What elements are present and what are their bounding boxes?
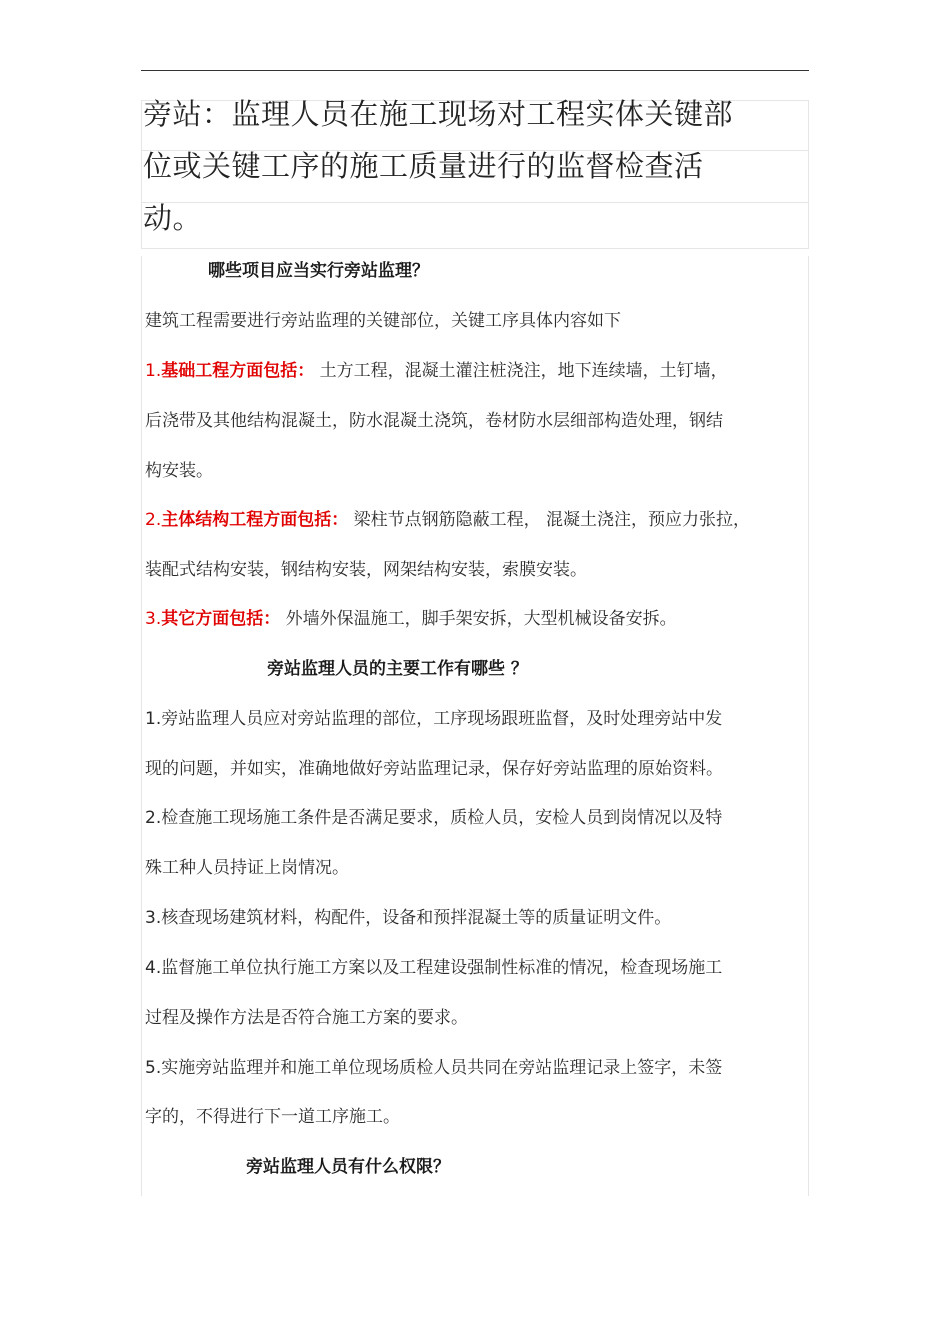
item-label: 主体结构工程方面包括： [161, 510, 349, 530]
box-line [808, 256, 809, 1196]
paragraph-line: 1.旁站监理人员应对旁站监理的部位，工序现场跟班监督，及时处理旁站中发 [145, 709, 723, 729]
paragraph-line: 4.监督施工单位执行施工方案以及工程建设强制性标准的情况，检查现场施工 [145, 958, 723, 978]
paragraph-line: 过程及操作方法是否符合施工方案的要求。 [145, 1008, 468, 1028]
item-text: 装配式结构安装，钢结构安装，网架结构安装，索膜安装。 [145, 560, 587, 580]
item-label: 其它方面包括： [161, 609, 281, 629]
list-item [145, 359, 728, 383]
item-number: 3. [145, 609, 162, 629]
paragraph-line: 现的问题，并如实，准确地做好旁站监理记录，保存好旁站监理的原始资料。 [145, 759, 723, 779]
paragraph-line: 3.核查现场建筑材料，构配件，设备和预拌混凝土等的质量证明文件。 [145, 908, 672, 928]
item-text: 构安装。 [145, 461, 213, 481]
section-heading: 哪些项目应当实行旁站监理？ [208, 261, 429, 281]
box-line [141, 100, 142, 248]
item-text: 梁柱节点钢筋隐蔽工程， 混凝土浇注，预应力张拉， [348, 510, 751, 530]
item-label: 基础工程方面包括： [161, 361, 315, 381]
section-heading: 旁站监理人员有什么权限？ [246, 1157, 450, 1177]
definition-line: 位或关键工序的施工质量进行的监督检查活 [143, 149, 704, 183]
paragraph-line: 殊工种人员持证上岗情况。 [145, 858, 349, 878]
item-text: 外墙外保温施工，脚手架安拆，大型机械设备安拆。 [280, 609, 677, 629]
box-line [808, 100, 809, 248]
item-number: 2. [145, 510, 162, 530]
item-text: 土方工程，混凝土灌注桩浇注，地下连续墙，土钉墙， [314, 361, 728, 381]
section-heading: 旁站监理人员的主要工作有哪些 ？ [267, 659, 528, 679]
list-item [145, 607, 677, 631]
definition-paragraph [143, 88, 803, 244]
paragraph-line: 5.实施旁站监理并和施工单位现场质检人员共同在旁站监理记录上签字，未签 [145, 1058, 723, 1078]
definition-line: 动。 [143, 201, 203, 235]
list-item [145, 508, 750, 532]
paragraph-line: 2.检查施工现场施工条件是否满足要求，质检人员，安检人员到岗情况以及特 [145, 808, 723, 828]
definition-line: 旁站：监理人员在施工现场对工程实体关键部 [143, 97, 734, 131]
top-rule [141, 70, 809, 71]
section-intro: 建筑工程需要进行旁站监理的关键部位，关键工序具体内容如下 [145, 311, 621, 331]
paragraph-line: 字的，不得进行下一道工序施工。 [145, 1107, 400, 1127]
item-text: 后浇带及其他结构混凝土，防水混凝土浇筑，卷材防水层细部构造处理，钢结 [145, 411, 723, 431]
box-line [141, 256, 142, 1196]
item-number: 1. [145, 361, 162, 381]
box-line [141, 248, 809, 249]
